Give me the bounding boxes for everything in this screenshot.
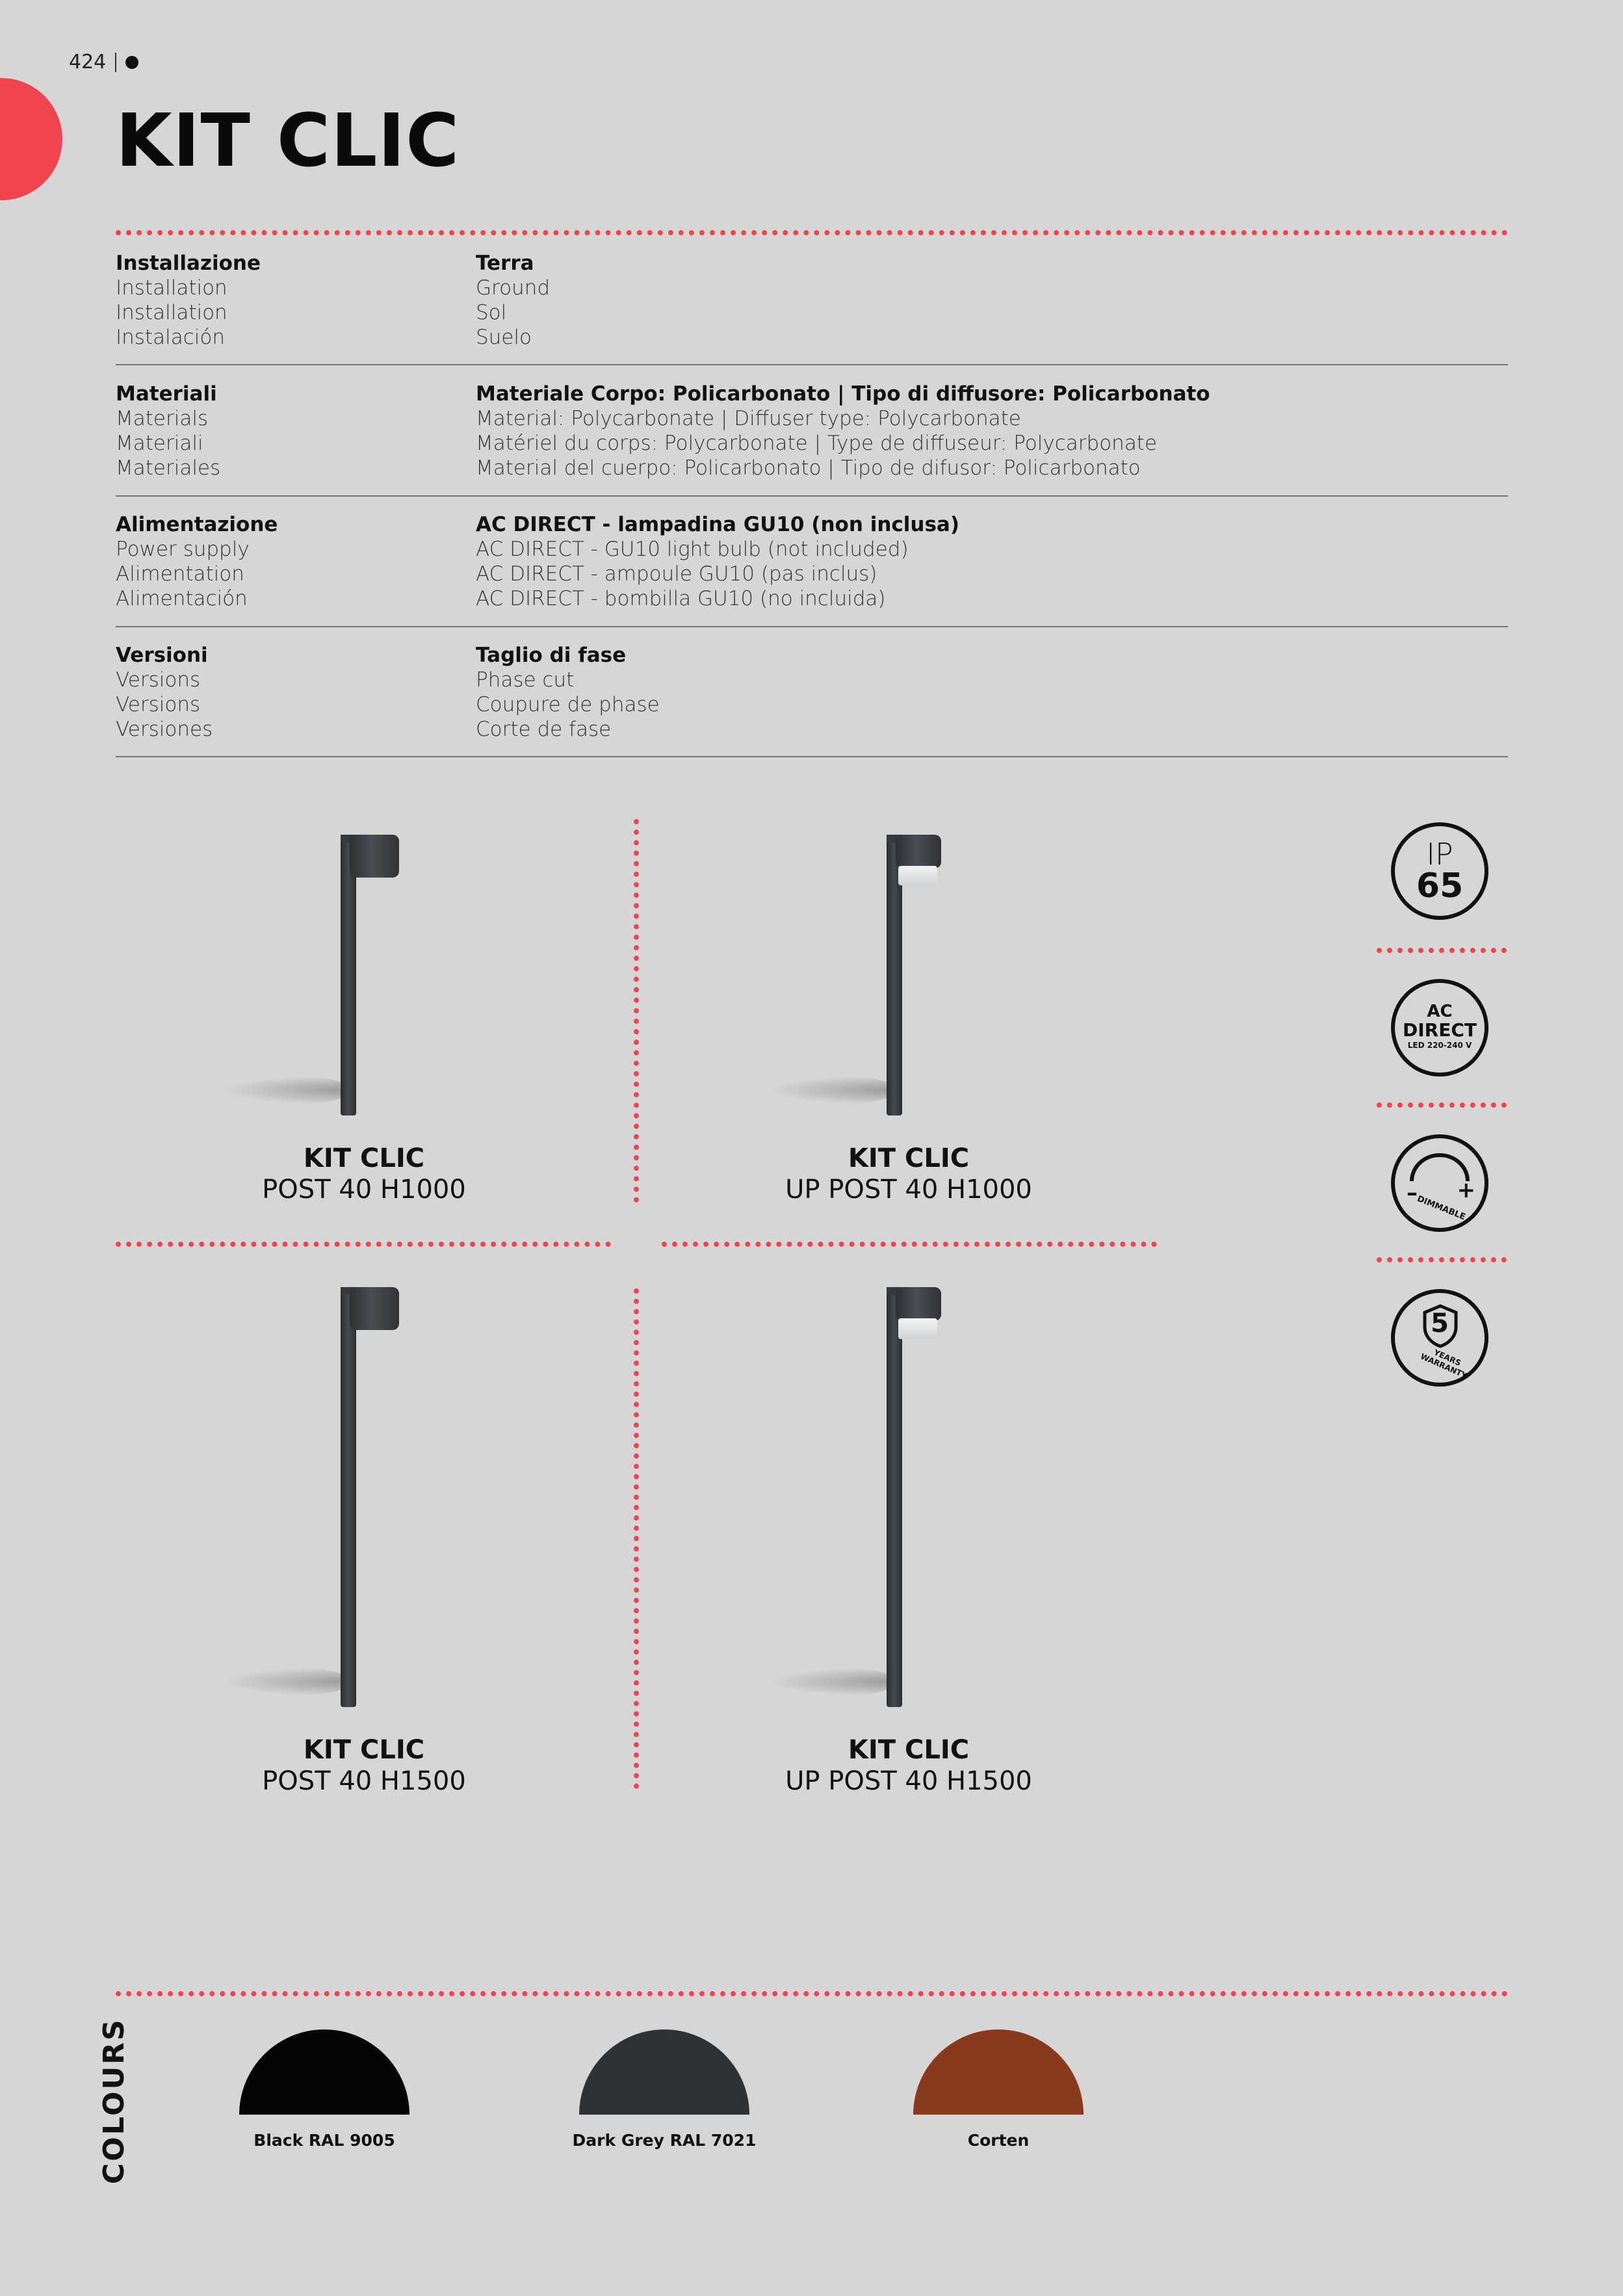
spec-label: Instalación xyxy=(116,326,225,349)
product-name: KIT CLIC xyxy=(848,1735,970,1765)
colour-name: Dark Grey RAL 7021 xyxy=(572,2131,757,2150)
spec-row-power-supply xyxy=(116,512,1507,616)
dotted-divider-vertical xyxy=(634,819,639,1203)
dimmable-label: DIMMABLE xyxy=(1416,1194,1467,1223)
product-model: POST 40 H1500 xyxy=(262,1766,466,1796)
dimmable-badge-icon xyxy=(1391,1134,1488,1232)
product-model: POST 40 H1000 xyxy=(262,1175,466,1205)
spec-value: Coupure de phase xyxy=(476,693,660,716)
colours-label: COLOURS xyxy=(97,2018,131,2184)
spec-value: AC DIRECT - lampadina GU10 (non inclusa) xyxy=(476,513,959,536)
spec-value: Ground xyxy=(476,276,551,300)
dotted-divider-badges xyxy=(1377,1257,1507,1262)
spec-value: Corte de fase xyxy=(476,718,612,741)
spec-label: Installation xyxy=(116,301,227,324)
spec-label: Versioni xyxy=(116,644,208,667)
product-image-post-h1000 xyxy=(221,826,416,1118)
ac-direct-badge-icon xyxy=(1391,979,1488,1076)
colour-swatch-corten xyxy=(913,2029,1084,2115)
page-bullet-icon xyxy=(125,56,138,69)
page-number xyxy=(69,51,138,73)
product-caption xyxy=(182,1143,546,1205)
page-number-text: 424 xyxy=(69,51,107,73)
spec-label: Versiones xyxy=(116,718,213,741)
dotted-divider-badges xyxy=(1377,948,1507,953)
colour-swatch-black xyxy=(239,2029,409,2115)
dotted-divider-grid xyxy=(662,1242,1157,1247)
spec-label: Alimentation xyxy=(116,562,244,586)
ac-badge-line2: DIRECT xyxy=(1403,1019,1477,1041)
spec-label: Materiali xyxy=(116,432,203,455)
spec-value: AC DIRECT - ampoule GU10 (pas inclus) xyxy=(476,562,877,586)
spec-label: Materiali xyxy=(116,382,217,406)
dotted-divider-top xyxy=(116,230,1508,235)
page-number-separator xyxy=(115,53,116,72)
spec-value: Sol xyxy=(476,301,507,324)
spec-divider xyxy=(116,495,1508,497)
spec-label: Alimentazione xyxy=(116,513,278,536)
red-circle-decoration xyxy=(0,78,62,200)
spec-value: Suelo xyxy=(476,326,532,349)
product-caption xyxy=(727,1143,1091,1205)
spec-row-versions xyxy=(116,643,1507,747)
product-image-up-post-h1500 xyxy=(767,1281,962,1710)
spec-label: Versions xyxy=(116,668,201,692)
colour-name: Black RAL 9005 xyxy=(253,2131,395,2150)
spec-label: Installazione xyxy=(116,252,261,275)
dotted-divider-vertical xyxy=(634,1288,639,1789)
colour-name: Corten xyxy=(967,2131,1030,2150)
product-name: KIT CLIC xyxy=(303,1735,425,1765)
product-name: KIT CLIC xyxy=(303,1143,425,1173)
spec-label: Power supply xyxy=(116,538,250,561)
spec-label: Installation xyxy=(116,276,227,300)
spec-value: Taglio di fase xyxy=(476,644,627,667)
dotted-divider-colours xyxy=(116,1991,1508,1996)
page-title: KIT CLIC xyxy=(116,99,460,183)
spec-value: Phase cut xyxy=(476,668,575,692)
spec-value: AC DIRECT - GU10 light bulb (not included) xyxy=(476,538,909,561)
product-image-post-h1500 xyxy=(221,1281,416,1710)
spec-label: Alimentación xyxy=(116,587,248,610)
spec-label: Materiales xyxy=(116,456,221,480)
spec-value: Material: Polycarbonate | Diffuser type: Polycarbonate xyxy=(476,407,1021,430)
dotted-divider-grid xyxy=(116,1242,611,1247)
spec-value: Materiale Corpo: Policarbonato | Tipo di diffusore: Policarbonato xyxy=(476,382,1210,406)
dimmable-plus: + xyxy=(1457,1177,1475,1203)
spec-value: Material del cuerpo: Policarbonato | Tipo de difusor: Policarbonato xyxy=(476,456,1141,480)
spec-value: Terra xyxy=(476,252,534,275)
spec-row-materials xyxy=(116,382,1507,486)
spec-value: Matériel du corps: Polycarbonate | Type de diffuseur: Polycarbonate xyxy=(476,432,1158,455)
product-model: UP POST 40 H1000 xyxy=(785,1175,1032,1205)
warranty-years: 5 xyxy=(1431,1309,1449,1338)
product-caption xyxy=(182,1734,546,1797)
warranty-badge-icon xyxy=(1391,1289,1488,1387)
ac-badge-line1: AC xyxy=(1427,1002,1453,1021)
ip-badge-bottom: 65 xyxy=(1416,867,1464,906)
warranty-label: YEARS WARRANTY xyxy=(1419,1348,1469,1381)
spec-divider xyxy=(116,364,1508,365)
spec-label: Materials xyxy=(116,407,209,430)
product-name: KIT CLIC xyxy=(848,1143,970,1173)
spec-value: AC DIRECT - bombilla GU10 (no incluida) xyxy=(476,587,886,610)
spec-divider xyxy=(116,626,1508,627)
ip65-badge-icon xyxy=(1391,822,1488,920)
ip-badge-top: IP xyxy=(1426,837,1453,872)
spec-row-installation xyxy=(116,251,1507,355)
spec-label: Versions xyxy=(116,693,201,716)
product-model: UP POST 40 H1500 xyxy=(785,1766,1032,1796)
product-image-up-post-h1000 xyxy=(767,826,962,1118)
product-caption xyxy=(727,1734,1091,1797)
colour-swatch-dark-grey xyxy=(579,2029,749,2115)
dotted-divider-badges xyxy=(1377,1102,1507,1108)
spec-divider xyxy=(116,756,1508,757)
ac-badge-line3: LED 220-240 V xyxy=(1407,1041,1472,1050)
dimmable-minus: – xyxy=(1407,1180,1418,1206)
